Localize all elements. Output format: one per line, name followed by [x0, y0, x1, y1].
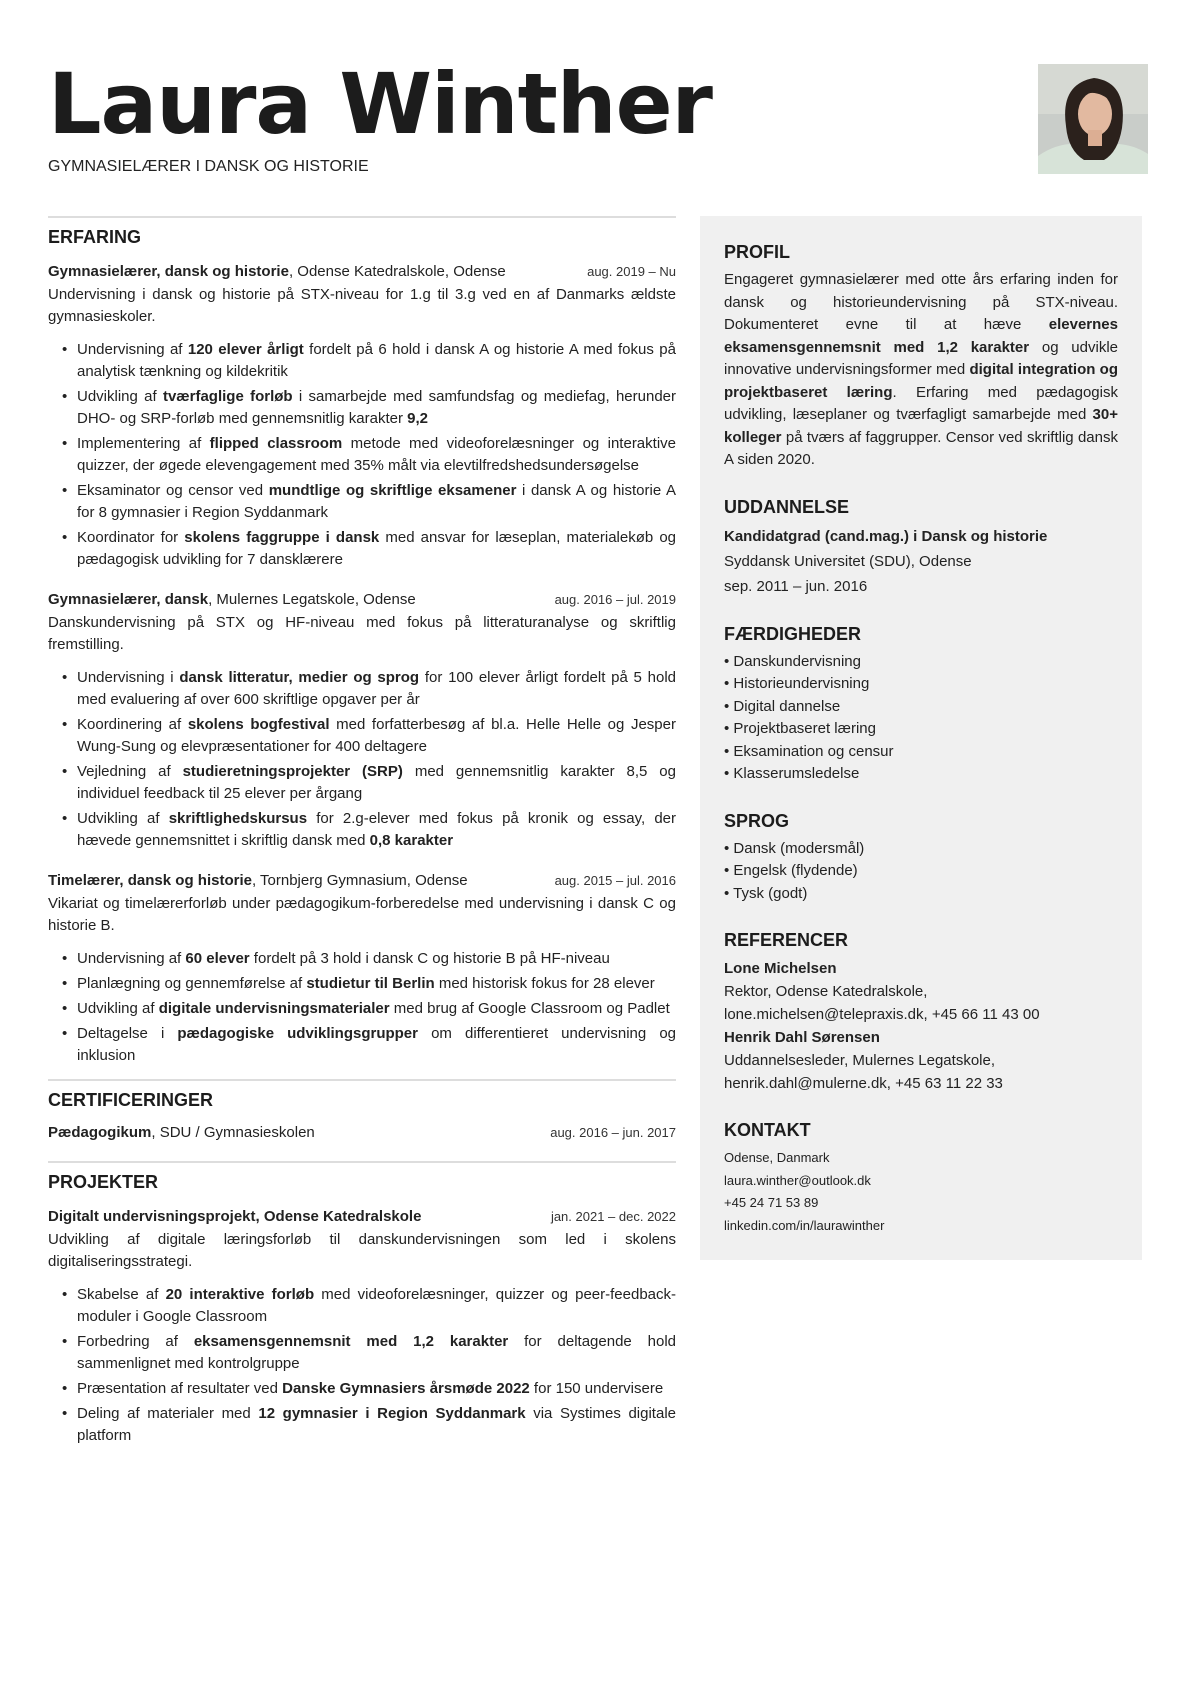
body-text: med historisk fokus for 28 elever: [434, 975, 655, 992]
bullet-item: [62, 1284, 676, 1328]
emphasis-text: 30+ kolleger: [724, 406, 1118, 446]
emphasis-text: studieretningsprojekter (SRP): [182, 763, 403, 780]
body-text: på tværs af faggrupper. Censor ved skriftlig dansk A siden 2020.: [724, 428, 1118, 468]
reference-title: Rektor, Odense Katedralskole,: [724, 983, 928, 1000]
experience-entry: [48, 261, 676, 571]
skill-item: • Danskundervisning: [724, 652, 861, 670]
body-text: via Systimes digitale platform: [77, 1405, 676, 1444]
job-bullets: [62, 667, 676, 852]
bullet-item: [62, 998, 676, 1020]
language-item: • Engelsk (flydende): [724, 862, 858, 879]
body-text: Koordinator for: [77, 529, 185, 546]
body-text: for deltagende hold sammenlignet med kontrolgruppe: [77, 1333, 677, 1372]
bullet-item: [62, 1403, 676, 1447]
emphasis-text: skolens faggruppe i dansk: [184, 529, 380, 546]
job-description: Danskundervisning på STX og HF-niveau med fokus på litteraturanalyse og skriftlig fremstilling.: [48, 614, 676, 653]
job-description: Vikariat og timelærerforløb under pædagogikum-forberedelse med undervisning i dansk C og historie B.: [48, 895, 676, 934]
bullet-item: [62, 1378, 676, 1400]
emphasis-text: eksamensgennemsnit med 1,2 karakter: [193, 1333, 509, 1350]
reference-title: Uddannelsesleder, Mulernes Legatskole,: [724, 1052, 996, 1069]
emphasis-text: 9,2: [407, 410, 428, 427]
bullet-item: [62, 480, 676, 524]
reference-contact: henrik.dahl@mulerne.dk, +45 63 11 22 33: [724, 1075, 1003, 1092]
emphasis-text: studietur til Berlin: [306, 975, 435, 992]
job-employer: , Odense Katedralskole, Odense: [288, 263, 506, 280]
job-date: aug. 2016 – jul. 2019: [554, 592, 676, 607]
job-title: Timelærer, dansk og historie: [48, 872, 252, 889]
project-bullets: [62, 1284, 676, 1447]
skill-item: • Historieundervisning: [724, 675, 870, 692]
main-column: [48, 216, 676, 1465]
contact-location: Odense, Danmark: [724, 1150, 830, 1165]
project-title: Digitalt undervisningsprojekt, Odense Katedralskole: [48, 1208, 422, 1225]
emphasis-text: pædagogiske udviklingsgrupper: [177, 1025, 418, 1042]
job-bullets: [62, 339, 676, 571]
divider: [48, 216, 676, 218]
emphasis-text: elevernes eksamensgennemsnit med 1,2 karakter: [724, 316, 1118, 356]
candidate-name: Laura Winther: [48, 55, 712, 153]
body-text: Deling af materialer med: [77, 1405, 259, 1422]
body-text: Udvikling af: [77, 388, 163, 405]
emphasis-text: Danske Gymnasiers årsmøde 2022: [282, 1380, 530, 1397]
body-text: om differentieret undervisning og inklusion: [77, 1025, 677, 1064]
job-date: aug. 2019 – Nu: [587, 264, 676, 279]
body-text: Vejledning af: [77, 763, 183, 780]
divider: [48, 1079, 676, 1081]
contact-email[interactable]: laura.winther@outlook.dk: [724, 1172, 871, 1188]
skill-item: • Digital dannelse: [724, 697, 841, 715]
references-section: [724, 930, 1118, 1095]
body-text: Udvikling af: [77, 1000, 159, 1017]
language-item: • Dansk (modersmål): [724, 839, 865, 857]
emphasis-text: mundtlige og skriftlige eksamener: [268, 482, 517, 499]
body-text: fordelt på 6 hold i dansk A og historie A med fokus på analytisk tænkning og kildekritik: [77, 341, 676, 380]
body-text: for 2.g-elever med fokus på kronik og essay, der hævede gennemsnittet i skriftlig dansk med: [77, 810, 677, 849]
body-text: Undervisning af: [77, 341, 188, 358]
body-text: Undervisning af: [77, 950, 186, 967]
project-description: Udvikling af digitale læringsforløb til danskundervisningen som led i skolens digitaliseringsstrategi.: [48, 1231, 676, 1270]
job-title: Gymnasielærer, dansk: [48, 591, 209, 608]
body-text: for 100 elever årligt fordelt på 5 hold med evaluering af over 600 skriftlige opgaver per år: [77, 669, 676, 708]
language-item: • Tysk (godt): [724, 884, 808, 902]
sidebar-panel: [700, 216, 1142, 1260]
bullet-item: [62, 948, 676, 970]
experience-entry: [48, 870, 676, 1067]
job-title: Gymnasielærer, dansk og historie: [48, 263, 289, 280]
bullet-item: [62, 973, 676, 995]
reference-name: Henrik Dahl Sørensen: [724, 1029, 880, 1046]
bullet-item: [62, 808, 676, 852]
profile-text: [724, 269, 1118, 472]
skill-item: • Klasserumsledelse: [724, 765, 860, 782]
bullet-item: [62, 527, 676, 571]
job-date: aug. 2015 – jul. 2016: [554, 873, 676, 888]
reference-name: Lone Michelsen: [724, 960, 837, 977]
body-text: Koordinering af: [77, 716, 188, 733]
body-text: Engageret gymnasielærer med otte års erfaring inden for dansk og historieundervisning på STX-niveau. Dokumenteret evne til at hæve: [724, 271, 1118, 333]
body-text: Skabelse af: [77, 1286, 166, 1303]
emphasis-text: 12 gymnasier i Region Syddanmark: [258, 1405, 526, 1422]
skill-item: • Projektbaseret læring: [724, 720, 876, 737]
profile-section: [724, 242, 1118, 472]
body-text: med videoforelæsninger, quizzer og peer-feedback-moduler i Google Classroom: [77, 1286, 676, 1325]
body-text: og udvikle innovative undervisningsformer med: [724, 338, 1118, 378]
body-text: Forbedring af: [77, 1333, 194, 1350]
body-text: med forfatterbesøg af bl.a. Helle Helle og Jesper Wung-Sung og elevpræsentationer for 400 deltagere: [77, 716, 676, 755]
certification-name: Pædagogikum: [48, 1124, 152, 1141]
body-text: Undervisning i: [77, 669, 180, 686]
body-text: metode med videoforelæsninger og interaktive quizzer, der øgede elevengagement med 35% målt via elevtilfredshedsundersøgelse: [77, 435, 676, 474]
bullet-item: [62, 339, 676, 383]
job-description: Undervisning i dansk og historie på STX-niveau for 1.g til 3.g ved en af Danmarks ældste gymnasieskoler.: [48, 286, 676, 325]
bullet-item: [62, 1023, 676, 1067]
emphasis-text: dansk litteratur, medier og sprog: [179, 669, 420, 686]
body-text: fordelt på 3 hold i dansk C og historie B på HF-niveau: [249, 950, 610, 967]
body-text: Eksaminator og censor ved: [77, 482, 269, 499]
candidate-title: GYMNASIELÆRER I DANSK OG HISTORIE: [48, 158, 369, 175]
emphasis-text: 20 interaktive forløb: [165, 1286, 315, 1303]
experience-entry: [48, 589, 676, 852]
body-text: Udvikling af: [77, 810, 169, 827]
bullet-item: [62, 433, 676, 477]
bullet-item: [62, 1331, 676, 1375]
emphasis-text: tværfaglige forløb: [162, 388, 293, 405]
job-employer: , Tornbjerg Gymnasium, Odense: [251, 872, 468, 889]
emphasis-text: 0,8 karakter: [369, 832, 454, 849]
emphasis-text: 60 elever: [185, 950, 250, 967]
projects-heading: PROJEKTER: [48, 1172, 159, 1192]
portrait-image: [1038, 64, 1148, 174]
emphasis-text: digital integration og projektbaseret læring: [724, 361, 1118, 401]
body-text: i dansk A og historie A for 8 gymnasier i Region Syddanmark: [77, 482, 676, 521]
emphasis-text: skriftlighedskursus: [168, 810, 308, 827]
project-date: jan. 2021 – dec. 2022: [550, 1209, 676, 1224]
certification-entry: [48, 1124, 676, 1141]
emphasis-text: skolens bogfestival: [187, 716, 330, 733]
bullet-item: [62, 667, 676, 711]
certification-place: , SDU / Gymnasieskolen: [151, 1124, 315, 1141]
project-entry: [48, 1206, 676, 1447]
body-text: med ansvar for læseplan, materialekøb og pædagogisk udvikling for 7 dansklærere: [77, 529, 677, 568]
education-degree: Kandidatgrad (cand.mag.) i Dansk og historie: [724, 527, 1048, 545]
profile-heading: PROFIL: [724, 242, 790, 262]
experience-heading: ERFARING: [48, 227, 142, 247]
references-heading: REFERENCER: [724, 930, 849, 950]
bullet-item: [62, 714, 676, 758]
bullet-item: [62, 761, 676, 805]
reference-contact: lone.michelsen@telepraxis.dk, +45 66 11 43 00: [724, 1006, 1040, 1023]
contact-heading: KONTAKT: [724, 1120, 811, 1140]
body-text: Præsentation af resultater ved: [77, 1380, 283, 1397]
divider: [48, 1161, 676, 1163]
skills-heading: FÆRDIGHEDER: [724, 623, 862, 644]
skill-item: • Eksamination og censur: [724, 742, 894, 760]
languages-section: [724, 811, 1118, 906]
education-heading: UDDANNELSE: [724, 496, 850, 517]
languages-heading: SPROG: [724, 810, 790, 831]
education-school: Syddansk Universitet (SDU), Odense: [724, 552, 972, 570]
contact-phone: +45 24 71 53 89: [724, 1195, 819, 1210]
body-text: med brug af Google Classroom og Padlet: [389, 1000, 670, 1017]
body-text: Implementering af: [77, 435, 210, 452]
emphasis-text: 120 elever årligt: [187, 341, 304, 358]
contact-section: [724, 1120, 1118, 1237]
body-text: for 150 undervisere: [529, 1380, 664, 1397]
body-text: i samarbejde med samfundsfag og mediefag, herunder DHO- og SRP-forløb med gennemsnitlig karakter: [77, 388, 676, 427]
education-section: [724, 497, 1118, 599]
body-text: Planlægning og gennemførelse af: [77, 975, 307, 992]
experience-list: [48, 261, 676, 1067]
emphasis-text: digitale undervisningsmaterialer: [158, 1000, 390, 1017]
job-bullets: [62, 948, 676, 1067]
body-text: . Erfaring med pædagogisk udvikling, læseplaner og tværfagligt samarbejde med: [724, 383, 1118, 423]
emphasis-text: flipped classroom: [209, 435, 343, 452]
certification-date: aug. 2016 – jun. 2017: [550, 1125, 676, 1140]
certifications-heading: CERTIFICERINGER: [48, 1090, 214, 1110]
contact-linkedin[interactable]: linkedin.com/in/laurawinther: [724, 1217, 885, 1233]
body-text: Deltagelse i: [77, 1025, 178, 1042]
bullet-item: [62, 386, 676, 430]
profile-photo: [1038, 64, 1148, 174]
body-text: med gennemsnitlig karakter 8,5 og individuel feedback til 25 elever per årgang: [77, 763, 676, 802]
job-employer: , Mulernes Legatskole, Odense: [208, 591, 416, 608]
skills-section: [724, 624, 1118, 786]
education-date: sep. 2011 – jun. 2016: [724, 577, 868, 595]
